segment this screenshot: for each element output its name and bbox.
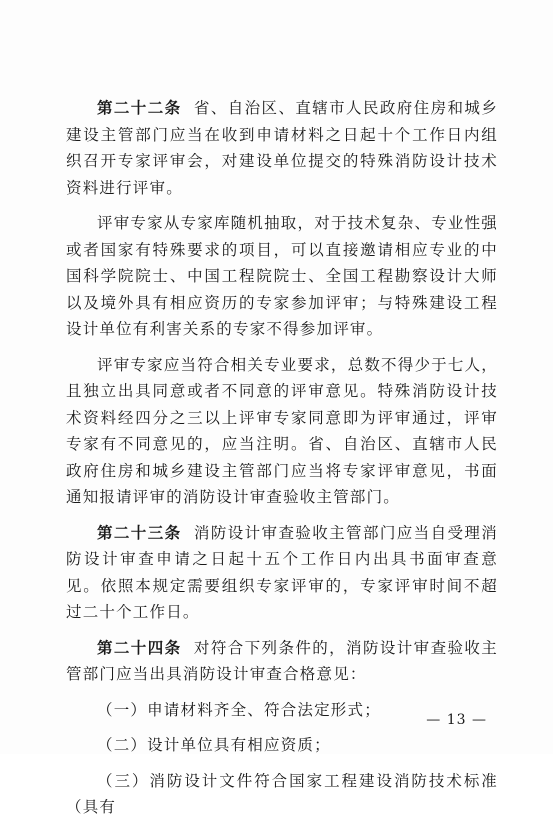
list-item-3 bbox=[66, 768, 498, 821]
article-24-heading: 第二十四条 bbox=[97, 638, 182, 657]
article-23-paragraph bbox=[66, 520, 498, 626]
list-item-3-text: （三）消防设计文件符合国家工程建设消防技术标准（具有 bbox=[66, 771, 498, 816]
expert-selection-paragraph bbox=[66, 210, 498, 343]
page-number: — 13 — bbox=[426, 712, 487, 728]
expert-requirements-text: 评审专家应当符合相关专业要求，总数不得少于七人，且独立出具同意或者不同意的评审意见。特殊消防设计技术资料经四分之三以上评审专家同意即为评审通过，评审专家有不同意见的，应当注明。省、自治区、直辖市人民政府住房和城乡建设主管部门应当将专家评审意见，书面通知报请评审的消防设计审查验收主管部门。 bbox=[66, 355, 498, 506]
list-item-2-text: （二）设计单位具有相应资质； bbox=[97, 736, 331, 754]
article-22-paragraph bbox=[66, 95, 498, 201]
list-item-2 bbox=[66, 732, 498, 759]
article-24-paragraph bbox=[66, 635, 498, 688]
list-item-1-text: （一）申请材料齐全、符合法定形式； bbox=[97, 700, 381, 719]
expert-selection-text: 评审专家从专家库随机抽取，对于技术复杂、专业性强或者国家有特殊要求的项目，可以直接邀请相应专业的中国科学院院士、中国工程院院士、全国工程勘察设计大师以及境外具有相应资历的专家参加评审；与特殊建设工程设计单位有利害关系的专家不得参加评审。 bbox=[66, 214, 498, 338]
expert-requirements-paragraph bbox=[66, 352, 498, 511]
article-23-heading: 第二十三条 bbox=[97, 523, 182, 542]
article-22-text: 省、自治区、直辖市人民政府住房和城乡建设主管部门应当在收到申请材料之日起十个工作日内组织召开专家评审会，对建设单位提交的特殊消防设计技术资料进行评审。 bbox=[66, 99, 498, 197]
article-23-text: 消防设计审查验收主管部门应当自受理消防设计审查申请之日起十五个工作日内出具书面审查意见。依照本规定需要组织专家评审的，专家评审时间不超过二十个工作日。 bbox=[66, 523, 498, 621]
article-22-heading: 第二十二条 bbox=[97, 99, 182, 117]
article-24-text: 对符合下列条件的，消防设计审查验收主管部门应当出具消防设计审查合格意见： bbox=[66, 638, 498, 683]
